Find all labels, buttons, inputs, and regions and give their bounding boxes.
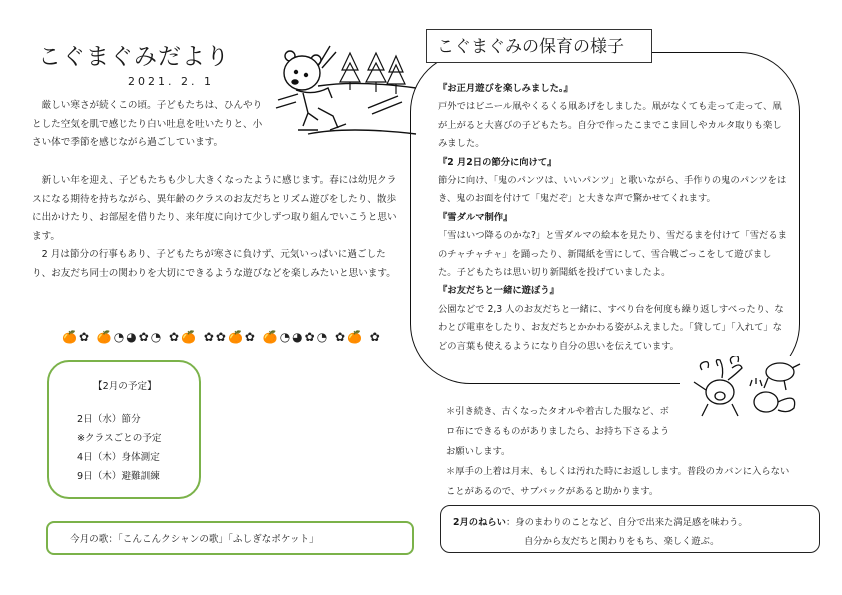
schedule-box <box>47 360 201 499</box>
schedule-heading: 【2月の予定】 <box>93 381 157 392</box>
intro-paragraph-1: 厳しい寒さが続くこの頃。子どもたちは、ひんやりとした空気を肌で感じたり白い吐息を吐いたりと、小さい体で季節を感じながら過ごしています。 <box>32 100 263 149</box>
issue-date: 2021. 2. 1 <box>128 75 214 88</box>
section-heading: 『お友だちと一緒に遊ぼう』 <box>438 285 559 297</box>
note-2: ＊厚手の上着は月末、もしくは汚れた時にお返しします。普段のカバンに入らないことがあるので、サブバックがあると助かります。 <box>446 466 790 497</box>
section-heading: 『雪ダルマ制作』 <box>438 211 513 223</box>
childcare-title: こぐまぐみの保育の様子 <box>426 29 652 63</box>
intro-body <box>32 172 400 284</box>
intro-paragraph-2: 新しい年を迎え、子どもたちも少し大きくなったように感じます。春には幼児クラスになる期待を持ちながら、異年齢のクラスのお友だちとリズム遊びをしたり、散歩に出かけたり、お部屋を借りたり、来年度に向けて少しずつ取り組んでいこうと思います。 <box>32 175 397 242</box>
section-body: 「雪はいつ降るのかな?」と雪ダルマの絵本を見たり、雪だるまを付けて「雪だるまのチャチャチャ」を踊ったり、新聞紙を雪にして、雪合戦ごっこをして遊びました。子どもたちは思い切り新聞紙を投げていましたよ。 <box>438 230 787 279</box>
monthly-aims-box <box>440 505 820 553</box>
schedule-item: 4日（木）身体測定 <box>77 452 160 463</box>
skating-bear-illustration <box>268 38 418 138</box>
schedule-item: ※クラスごとの予定 <box>77 433 162 444</box>
orange-flower-border-decoration: 🍊✿ 🍊◔◕✿◔ ✿🍊 ✿✿🍊✿ 🍊◔◕✿◔ ✿🍊 ✿ <box>62 330 382 344</box>
aims-label: 2月のねらい <box>453 517 506 528</box>
schedule-list <box>77 410 162 486</box>
notes <box>446 402 796 502</box>
intro-paragraph-3: 2 月は節分の行事もあり、子どもたちが寒さに負けず、元気いっぱいに過ごしたり、お友だち同士の関わりを大切にできるような遊びなどを楽しみたいと思います。 <box>32 249 396 279</box>
newsletter-title: こぐまぐみだより <box>38 44 230 70</box>
schedule-item: 2日（水）節分 <box>77 414 141 425</box>
monthly-song-text: 今月の歌：「こんこんクシャンの歌」「ふしぎなポケット」 <box>70 534 319 545</box>
aims-line-1: 2月のねらい：身のまわりのことなど、自分で出来た満足感を味わう。 <box>453 517 748 528</box>
schedule-item: 9日（木）避難訓練 <box>77 471 160 482</box>
monthly-song-box <box>46 521 414 555</box>
note-1: ＊引き続き、古くなったタオルや着古した服など、ボロ布にできるものがありましたら、お持ち下さるようお願いします。 <box>446 406 670 457</box>
section-body: 公園などで 2,3 人のお友だちと一緒に、すべり台を何度も繰り返しすべったり、なわとび電車をしたり、お友だちとかかわる姿がふえました。「貸して」「入れて」などの言葉も使えるようになり自分の思いを伝えています。 <box>438 303 784 352</box>
section-heading: 『お正月遊びを楽しみました。』 <box>438 83 573 94</box>
section-body: 節分に向け、「鬼のパンツは、いいパンツ」と歌いながら、手作りの鬼のパンツをはき、鬼のお面を付けて「鬼だぞ」と大きな声で驚かせてくれます。 <box>438 175 787 205</box>
aims-line-2: 自分から友だちと関わりをもち、楽しく遊ぶ。 <box>524 536 720 547</box>
section-body: 戸外ではビニール凧やくるくる凧あげをしました。凧がなくても走って走って、凧が上がると大喜びの子どもたち。自分で作ったこまでこま回しやカルタ取りも楽しみました。 <box>438 101 782 150</box>
childcare-sections <box>438 80 790 356</box>
section-heading: 『2 月2日の節分に向けて』 <box>438 156 557 168</box>
